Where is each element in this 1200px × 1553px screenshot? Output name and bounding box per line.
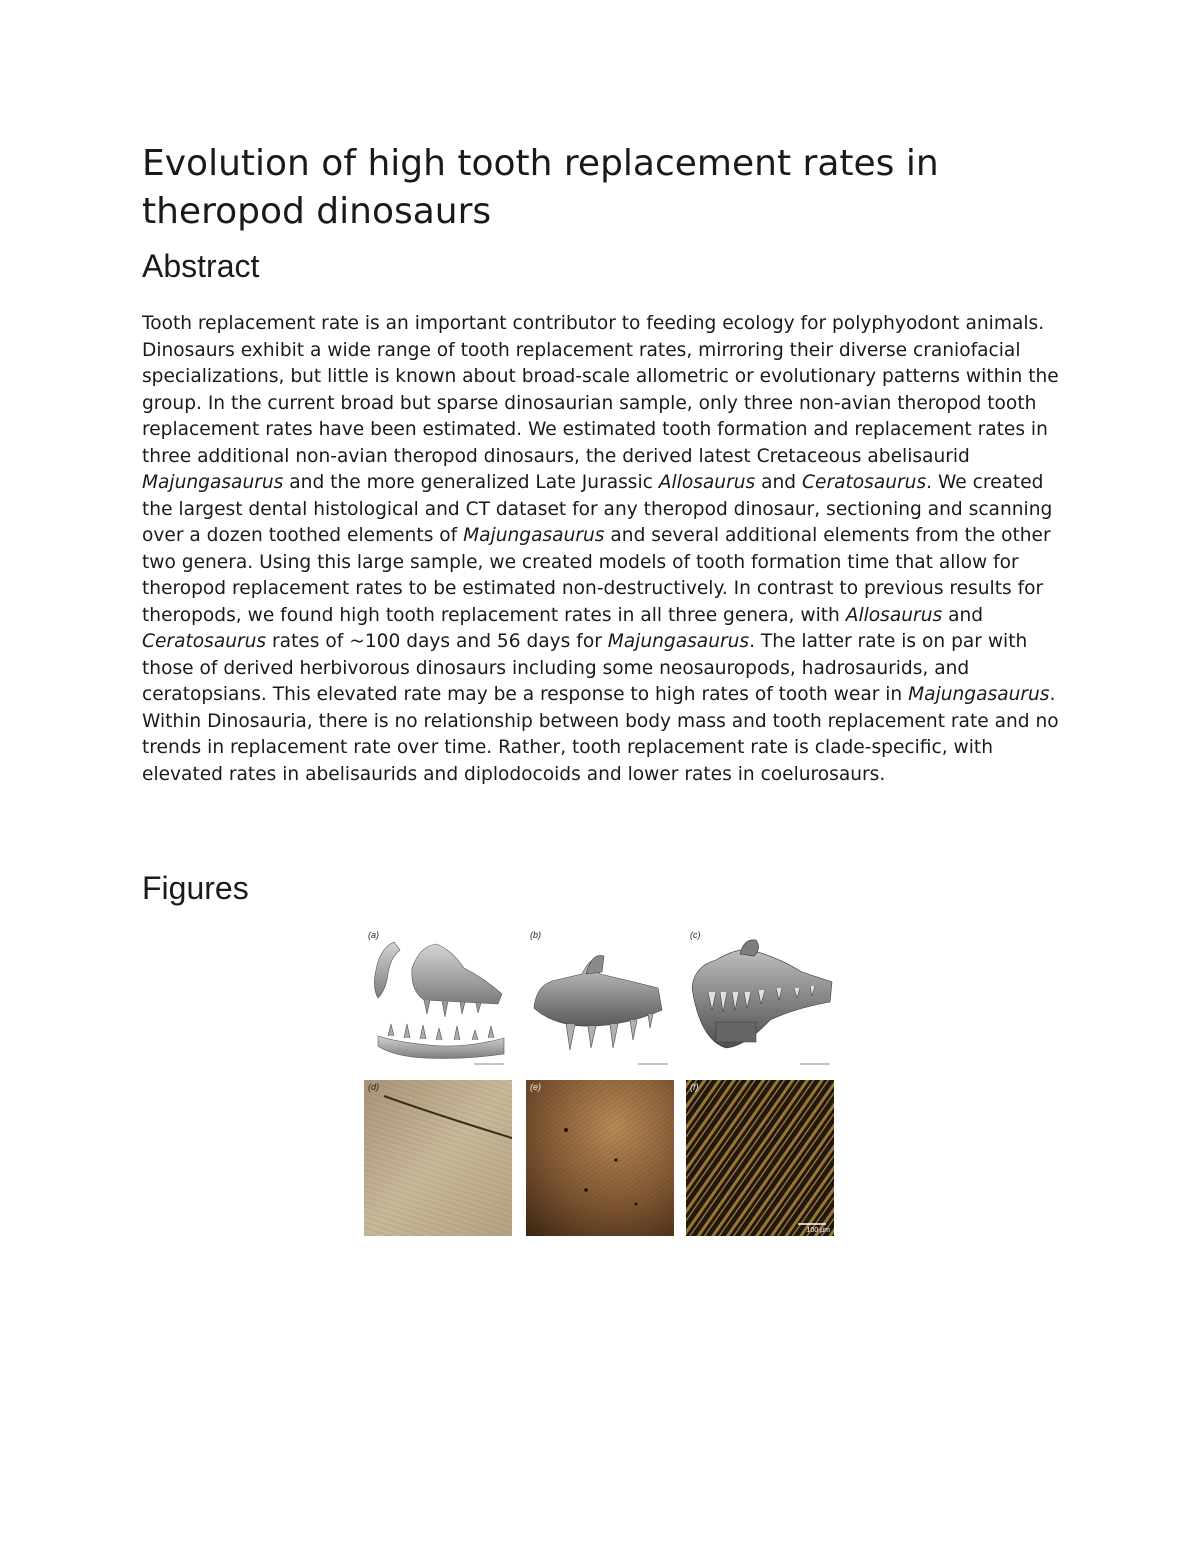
figure-panel-d (364, 1080, 512, 1236)
taxon-name: Majungasaurus (463, 525, 605, 546)
maxilla-ct-image (526, 928, 674, 1068)
panel-label: (e) (530, 1082, 541, 1092)
taxon-name: Allosaurus (658, 472, 756, 493)
jaw-ct-image (364, 928, 512, 1068)
panel-label: (a) (368, 930, 379, 940)
figure-panel-a (364, 928, 512, 1068)
abstract-text-part: . We created the largest dental histological and CT dataset for any theropod dinosaur, sectioning and scanning over a dozen toothed elements of (142, 472, 1053, 546)
taxon-name: Majungasaurus (607, 631, 750, 652)
taxon-name: Majungasaurus (908, 684, 1050, 705)
figures-heading: Figures (142, 870, 249, 906)
taxon-name: Majungasaurus (142, 472, 284, 493)
abstract-heading: Abstract (142, 248, 260, 284)
panel-label: (b) (530, 930, 541, 940)
abstract-text-part: Tooth replacement rate is an important contributor to feeding ecology for polyphyodont animals. Dinosaurs exhibit a wide range of tooth replacement rates, mirroring their diverse craniofacial specializations, but little is known about broad-scale allometric or evolutionary patterns within the group. In the current broad but sparse dinosaurian sample, only three non-avian theropod tooth replacement rates have been estimated. We estimated tooth formation and replacement rates in three additional non-avian theropod dinosaurs, the derived latest Cretaceous abelisaurid (142, 313, 1059, 467)
abstract-text-part: and the more generalized Late Jurassic (283, 472, 659, 493)
abstract-text-part: and (942, 604, 984, 626)
polarized-section-image (686, 1080, 834, 1236)
figure-panel-f (686, 1080, 834, 1236)
taxon-name: Ceratosaurus (142, 631, 267, 652)
abstract-text-part: . The latter rate is on par with those of derived herbivorous dinosaurs including some neosauropods, hadrosaurids, and ceratopsians. This elevated rate may be a response to high rates of tooth wear in (142, 631, 1028, 705)
figure-panel-c (686, 928, 834, 1068)
abstract-text (142, 311, 1062, 788)
panel-label: (d) (368, 1082, 379, 1092)
figure-panel-b (526, 928, 674, 1068)
thin-section-image (526, 1080, 674, 1236)
skull-ct-image (686, 928, 834, 1068)
panel-label: (c) (690, 930, 701, 940)
taxon-name: Ceratosaurus (802, 472, 927, 493)
abstract-text-part: and several additional elements from the other two genera. Using this large sample, we created models of tooth formation time that allow for theropod replacement rates to be estimated non-destructively. In contrast to previous results for theropods, we found high tooth replacement rates in all three genera, with (142, 525, 1051, 626)
taxon-name: Allosaurus (845, 604, 943, 626)
page-title: Evolution of high tooth replacement rates in theropod dinosaurs (142, 143, 939, 232)
scale-bar-label: 100 μm (806, 1227, 830, 1234)
abstract-text-part: . Within Dinosauria, there is no relationship between body mass and tooth replacement rate and no trends in replacement rate over time. Rather, tooth replacement rate is clade-specific, with elevated rates in abelisaurids and diplodocoids and lower rates in coelurosaurs. (142, 684, 1059, 785)
figure-1 (364, 928, 840, 1236)
figure-panel-e (526, 1080, 674, 1236)
panel-label: (f) (690, 1082, 699, 1092)
abstract-text-part: rates of ~100 days and 56 days for (266, 631, 608, 652)
abstract-text-part: and (755, 472, 803, 493)
thin-section-image (364, 1080, 512, 1236)
